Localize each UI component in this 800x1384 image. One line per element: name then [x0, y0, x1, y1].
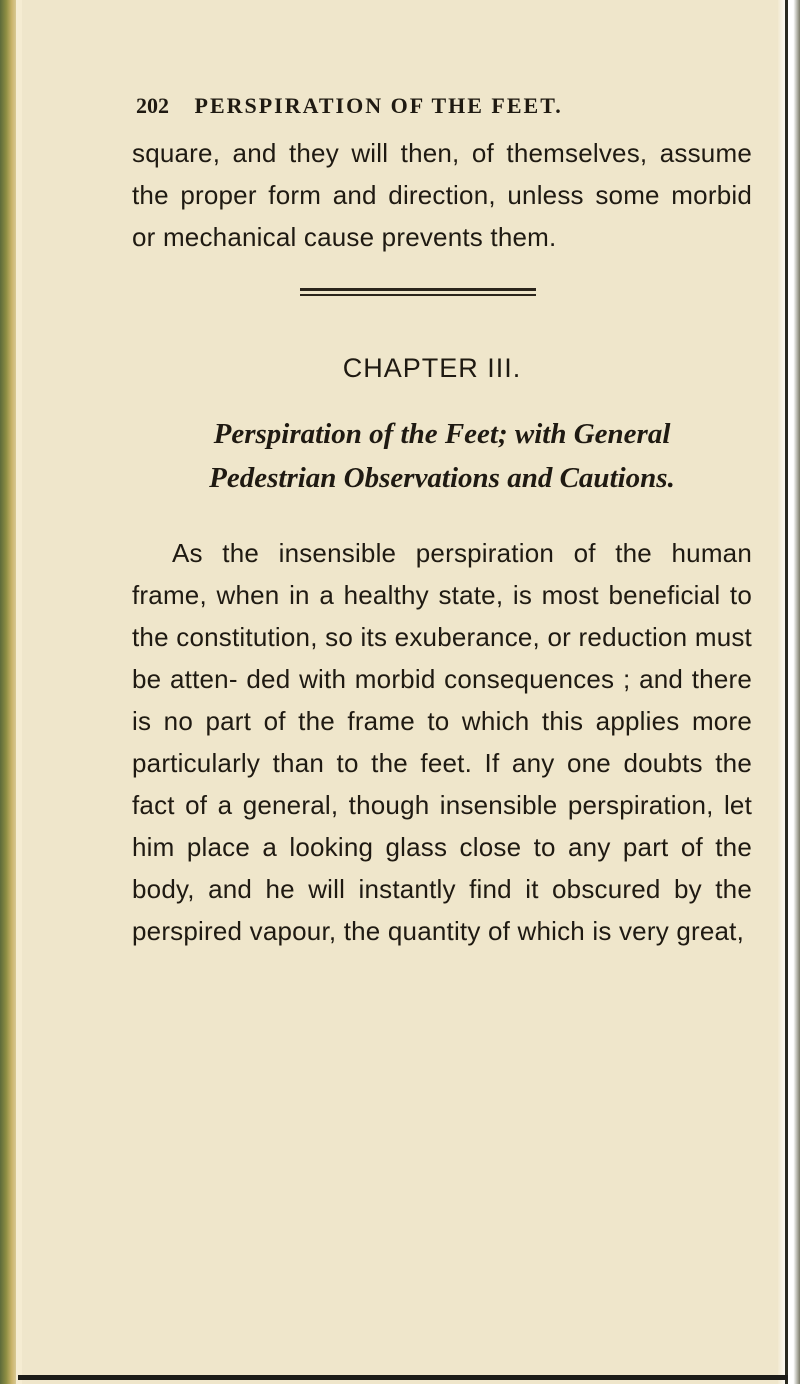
chapter-title-line-1: Perspiration of the Feet; with General [213, 418, 671, 450]
page-right-edge [778, 0, 800, 1384]
running-head [136, 90, 752, 122]
page-border-line [785, 0, 788, 1384]
page-bottom-edge [18, 1375, 788, 1380]
page-number: 202 [136, 93, 169, 118]
chapter-title-line-2: Pedestrian Observations and Cautions. [209, 462, 675, 494]
divider-rule-thin [300, 294, 536, 296]
gutter-strip [16, 0, 22, 1384]
chapter-heading: CHAPTER III. [342, 353, 522, 383]
chapter-title [132, 412, 752, 500]
running-title: PERSPIRATION OF THE FEET. [194, 93, 563, 118]
section-divider [132, 258, 752, 336]
divider-rule-thick [300, 288, 536, 291]
body-paragraph: As the insensible perspiration of the human frame, when in a healthy state, is most beneficial to the constitution, so its exuberance, or reduction must be atten- ded with morbid consequences ; and there is no part of the frame to which this applies more particularly than to the feet. If any one doubts the fact of a general, though insensible perspiration, let him place a looking glass close to any part of the body, and he will instantly find it obscured by the perspired vapour, the quantity of which is very great, [132, 538, 752, 946]
book-page [132, 90, 752, 952]
opening-paragraph: square, and they will then, of themselves, assume the proper form and direction, unless some morbid or mechanical cause prevents them. [132, 138, 752, 252]
